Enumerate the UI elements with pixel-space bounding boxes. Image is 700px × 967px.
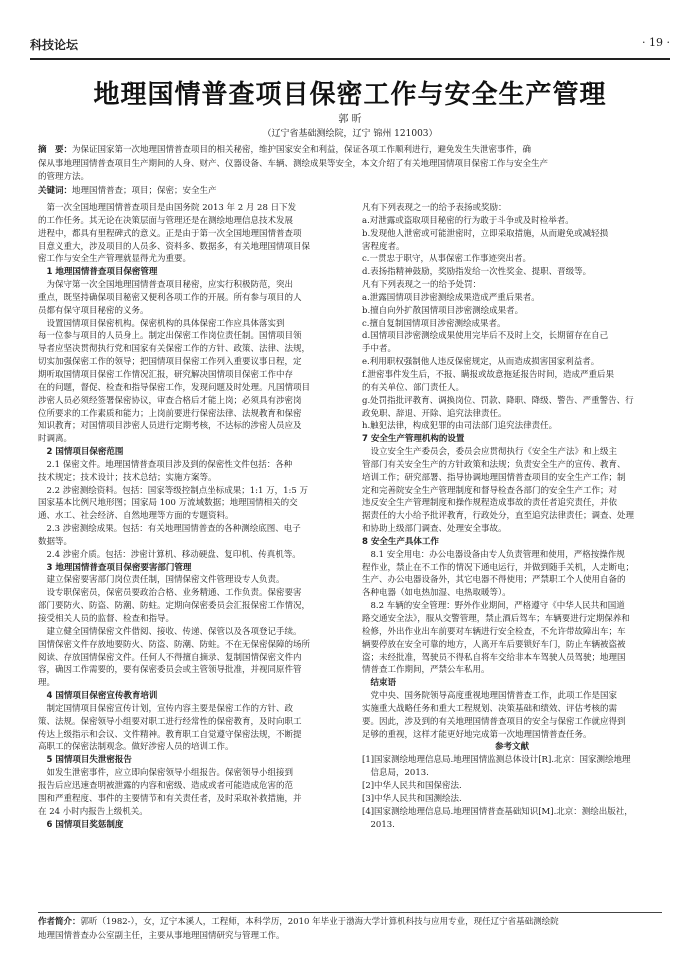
text-line: [3]中华人民共和国测绘法. [362,793,462,804]
text-line: 技术规定；技术设计；技术总结；实施方案等。 [38,472,217,483]
text-line: a.对泄露或盗取项目秘密的行为敢于斗争或及时检举者。 [362,215,574,226]
section-heading: 5 国情项目失泄密报告 [38,755,132,766]
text-line: 员都有保守项目秘密的义务。 [38,305,149,316]
text-line: 路交通安全法》，服从交警管理，禁止酒后驾车；车辆要进行定期保养和 [362,614,630,624]
abstract-line: 保从事地理国情普查项目生产期间的人身、财产、仪器设备、车辆、测绘成果等安全，本文介绍了有关地理国情项目保密工作与安全生产 [38,158,549,169]
text-line: 策、法规。保密领导小组要对职工进行经常性的保密教育，及时向职工 [38,716,302,727]
text-line: 高职工的保密法制观念。做好涉密人员的培训工作。 [38,742,234,753]
right-column [362,202,662,831]
text-line: 检修，外出作业出车前要对车辆进行安全检查，不允许带故障出车；车 [362,626,626,637]
text-line: 每一位参与项目的人员身上。制定出保密工作岗位责任制。国情项目领 [38,331,302,342]
text-line: 切实加强保密工作的领导；把国情项目保密工作列入重要议事日程，定 [38,357,302,368]
left-column [38,202,338,831]
text-line: 管部门有关安全生产的方针政策和法规；负责安全生产的宣传、教育、 [362,459,626,470]
text-line: 盗；未经批准，驾驶员不得私自将车交给非本车驾驶人员驾驶；地理国 [362,652,626,663]
text-line: g.处罚指批评教育、调换岗位、罚款、降职、降级、警告、严重警告、行 [362,395,634,406]
text-line: c.一贯忠于职守，从事保密工作事迹突出者。 [362,254,531,265]
text-line: 生产、办公电器设备外，其它电器不得使用；严禁职工个人使用自备的 [362,575,626,586]
text-line: 2.1 保密文件。地理国情普查项目涉及到的保密性文件包括：各种 [38,459,293,470]
text-line: 程作业，禁止在不工作的情况下通电运行，并做到随手关机，人走断电； [362,562,635,573]
text-line: 定和完善院安全生产管理制度和督导检查各部门的安全生产工作；对 [362,485,618,496]
text-line: 据责任的大小给予批评教育，行政处分，直至追究法律责任；调查、处理 [362,511,635,522]
text-line: 在的问题，督促、检查和指导保密工作，发现问题及时处理。凡国情项目 [38,382,311,393]
text-line: 容，确因工作需要的，要有保密委员会或主管领导批准，并视同原件管 [38,665,302,676]
text-line: 凡有下列表现之一的给予表扬或奖励： [362,203,507,213]
text-line: 培训工作；研究部署、指导协调地理国情普查项目的安全生产工作；制 [362,472,626,483]
section-heading: 6 国情项目奖惩制度 [38,819,124,830]
text-line: h.触犯法律，构成犯罪的由司法部门追究法律责任。 [362,421,558,432]
text-line: 导者应坚决贯彻执行党和国家有关保密工作的方针、政策、法律、法规， [38,344,311,355]
abstract-line [38,144,662,158]
text-line: b.擅自向外扩散国情项目涉密测绘成果者。 [362,305,524,316]
text-line: [1]国家测绘地理信息局.地理国情监测总体设计[R].北京：国家测绘地理 [362,755,631,766]
author-note-line [38,916,662,930]
text-line: 辆要停放在安全可靠的地方，人离开车后要锁好车门，防止车辆被盗被 [362,639,626,650]
section-heading: 1 地理国情普查项目保密管理 [38,267,158,278]
article-title: 地理国情普查项目保密工作与安全生产管理 [93,80,607,110]
footnote-rule [38,912,662,913]
text-line: 8.1 安全用电：办公电器设备由专人负责管理和使用，严格按操作规 [362,549,625,560]
author-note-text: 郭昕（1982-），女，辽宁本溪人，工程师，本科学历，2010 年毕业于渤海大学计算机科技与应用专业，现任辽宁省基础测绘院 [80,917,559,927]
keywords-label: 关键词： [38,185,73,196]
text-line: b.发现他人泄密或可能泄密时，立即采取措施，从而避免或减轻损 [362,228,609,239]
author-affiliation: （辽宁省基础测绘院，辽宁 锦州 121003） [262,129,438,139]
text-line: 的有关单位、部门责任人。 [362,382,465,393]
author-note [38,916,662,943]
text-line: 和协助上级部门调查、处理安全事故。 [362,524,507,535]
text-line: f.泄密事件发生后，不报、瞒报或故意拖延报告时间，造成严重后果 [362,369,615,380]
section-heading: 8 安全生产具体工作 [362,536,439,547]
text-line: c.擅自复制国情项目涉密测绘成果者。 [362,318,506,329]
text-line: 重点，既坚持确保项目秘密又便利各项工作的开展。所有参与项目的人 [38,292,302,303]
text-line: 接受相关人员的监督、检查和指导。 [38,614,175,624]
text-line: 设立安全生产委员会，委员会应贯彻执行《安全生产法》和上级主 [362,447,618,458]
keywords-line [38,185,662,199]
text-line: 报告后应迅速查明被泄露的内容和密级、造成或者可能造成危害的范 [38,780,294,791]
author-note-line: 地理国情普查办公室副主任，主要从事地理国情研究与管理工作。 [38,930,285,941]
text-line: 2.2 涉密测绘资料。包括：国家等级控制点坐标成果；1:1 万，1:5 万 [38,485,308,496]
text-line: 时调离。 [38,434,73,445]
text-line: a.泄露国情项目涉密测绘成果造成严重后果者。 [362,292,540,303]
text-line: 如发生泄密事件，应立即向保密领导小组报告。保密领导小组接到 [38,768,294,779]
text-line: 制定国情项目保密宣传计划，宣传内容主要是保密工作的方针、政 [38,703,294,714]
text-line: 通、水工、社会经济、自然地理等方面的专题资料。 [38,511,234,522]
text-line: 传达上级指示和会议、文件精神。教育职工自觉遵守保密法规，不断提 [38,729,302,740]
keywords-text: 地理国情普查；项目；保密；安全生产 [72,185,217,196]
text-line: 第一次全国地理国情普查项目是由国务院 2013 年 2 月 28 日下发 [38,203,297,213]
text-line: 2.4 涉密介质。包括：涉密计算机、移动硬盘、复印机、传真机等。 [38,549,301,560]
text-line: 违反安全生产管理制度和操作规程造成事故的责任者追究责任，并依 [362,498,618,509]
text-line: 阅读、存放国情保密文件。任何人不得擅自摘录、复制国情保密文件内 [38,652,302,663]
header-rule [30,58,670,60]
abstract-label: 摘 要： [38,145,73,155]
text-line: 情普查工作期间，严禁公车私用。 [362,665,490,676]
text-line: 设专职保密员，保密员要政治合格、业务精通、工作负责。保密要害 [38,588,302,599]
text-line: d.国情项目涉密测绘成果使用完毕后不及时上交，长期留存在自己 [362,331,609,342]
text-line: 目意义重大，涉及项目的人员多、资料多、数据多，有关地理国情项目保 [38,241,311,252]
text-line: 实施重大战略任务和重大工程规划、决策基础和绩效、评估考核的需 [362,703,618,714]
text-line: 数据等。 [38,536,73,547]
text-line: 2013. [362,819,395,830]
text-line: e.利用职权强制他人违反保密规定，从而造成损害国家利益者。 [362,357,600,368]
text-line: 党中央、国务院领导高度重视地理国情普查工作，此项工作是国家 [362,691,618,702]
text-line: 国家基本比例尺地形图；国家局 100 万流域数据；地理国情相关的交 [38,498,298,509]
text-line: 建立健全国情保密文件借阅、接收、传递、保管以及各项登记手续。 [38,626,302,637]
text-line: 为保守第一次全国地理国情普查项目秘密，应实行积极防范，突出 [38,280,294,291]
page-number: · 19 · [642,36,670,49]
text-line: 政免职、辞退、开除、追究法律责任。 [362,408,507,419]
text-line: 要。因此，涉及到的有关地理国情普查项目的安全与保密工作就应得到 [362,716,626,727]
text-line: 密工作与安全生产管理就显得尤为重要。 [38,254,192,265]
abstract-block [38,144,662,198]
text-line: 位所要求的工作素质和能力；上岗前要进行保密法律、法规教育和保密 [38,408,302,419]
running-header [30,36,670,54]
text-line: 涉密人员必须经签署保密协议，审查合格后才能上岗；必须具有涉密岗 [38,395,302,406]
text-line: 8.2 车辆的安全管理：野外作业期间，严格遵守《中华人民共和国道 [362,601,625,612]
text-line: [2]中华人民共和国保密法. [362,780,462,791]
journal-section-name: 科技论坛 [30,38,79,52]
text-line: 设置国情项目保密机构。保密机构的具体保密工作应具体落实到 [38,318,285,329]
text-line: 手中者。 [362,344,397,355]
text-line: 理。 [38,678,56,689]
text-line: 2.3 涉密测绘成果。包括：有关地理国情普查的各种测绘底图、电子 [38,524,301,535]
text-line: 进程中，都具有里程碑式的意义。正是由于第一次全国地理国情普查项 [38,228,302,239]
abstract-text: 为保证国家第一次地理国情普查项目的相关秘密，维护国家安全和利益，保证各项工作顺利进行，避免发生失泄密事件，确 [72,145,532,155]
text-line: 国情保密文件存放地要防火、防盗、防潮、防蛀。不在无保密保障的场所 [38,639,311,650]
section-heading: 3 地理国情普查项目保密要害部门管理 [38,562,192,573]
text-line: 的工作任务。其无论在决策层面与管理还是在测绘地理信息技术发展 [38,215,294,226]
references-heading: 参考文献 [494,742,529,753]
text-line: d.表扬指精神鼓励，奖励指发给一次性奖金、提职、晋级等。 [362,267,592,278]
text-line: 在 24 小时内报告上级机关。 [38,806,148,817]
text-line: 部门要防火、防盗、防潮、防蛀。定期向保密委员会汇报保密工作情况， [38,601,311,612]
text-line: 建立保密要害部门岗位责任制，国情保密文件管理设专人负责。 [38,575,285,586]
author-name: 郭 昕 [338,114,362,125]
text-line: 期听取国情项目保密工作情况汇报，研究解决国情项目保密工作中存 [38,369,294,380]
text-line: [4]国家测绘地理信息局.地理国情普查基础知识[M].北京：测绘出版社， [362,806,633,817]
section-heading: 4 国情项目保密宣传教育培训 [38,691,158,702]
text-line: 足够的重视，这样才能更好地完成第一次地理国情普查任务。 [362,729,592,740]
abstract-line: 的管理方法。 [38,172,90,182]
text-line: 凡有下列表现之一的给予处罚： [362,280,482,291]
section-heading: 2 国情项目保密范围 [38,447,124,458]
text-line: 各种电器（如电热加湿、电热取暖等）。 [362,588,511,599]
text-line: 信息局，2013. [362,768,429,779]
text-line: 知识教育；对国情项目涉密人员进行定期考核，不达标的涉密人员应及 [38,421,302,432]
section-heading: 7 安全生产管理机构的设置 [362,434,465,445]
text-line: 害程度者。 [362,241,405,252]
section-heading: 结束语 [362,678,397,689]
text-line: 围和严重程度、事件的主要情节和有关责任者，及时采取补救措施，并 [38,793,302,804]
author-note-label: 作者简介： [38,917,81,927]
